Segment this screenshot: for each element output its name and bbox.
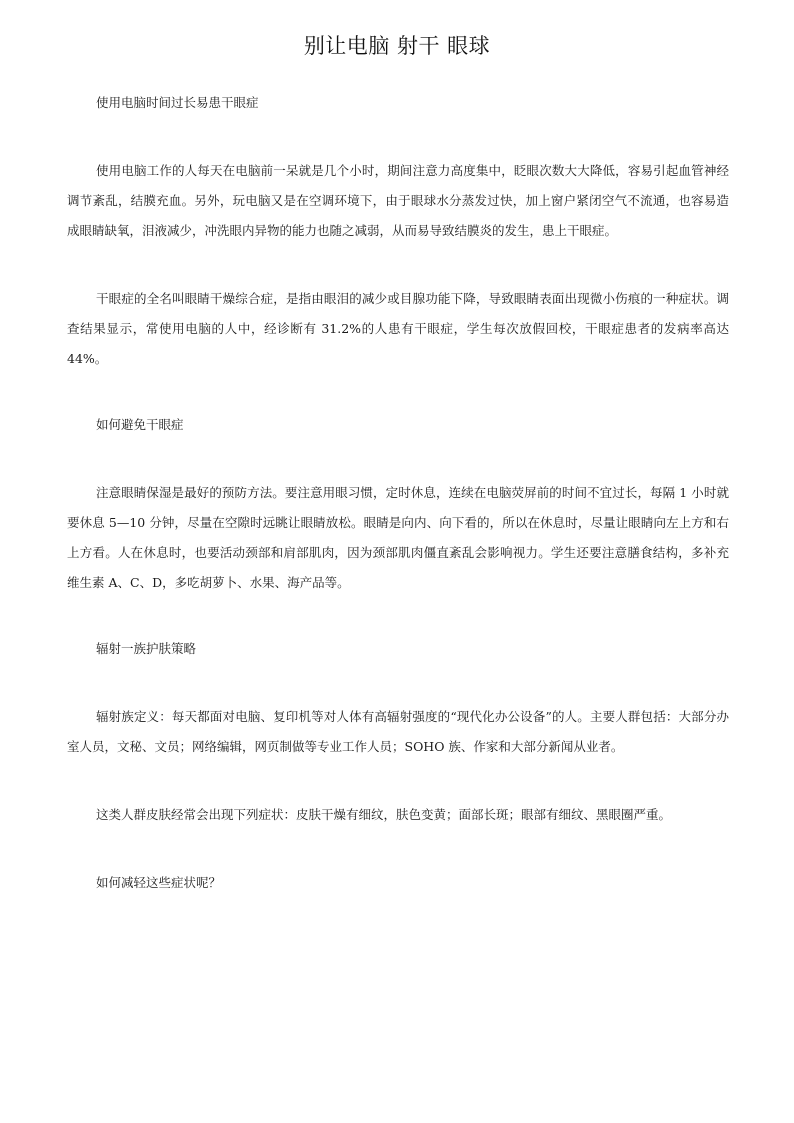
spacer (67, 440, 729, 478)
section-heading: 如何减轻这些症状呢？ (96, 875, 222, 890)
document-title: 别让电脑 射干 眼球 (303, 34, 491, 58)
body-paragraph: 使用电脑工作的人每天在电脑前一呆就是几个小时，期间注意力高度集中，眨眼次数大大降低，容易引起血管神经调节紊乱，结膜充血。另外，玩电脑又是在空调环境下，由于眼球水分蒸发过快，加上窗户紧闭空气不流通，也容易造成眼睛缺氧，泪液减少，冲洗眼内异物的能力也随之减弱，从而易导致结膜炎的发生，患上干眼症。 (67, 163, 729, 238)
spacer (67, 374, 729, 410)
body-paragraph: 干眼症的全名叫眼睛干燥综合症，是指由眼泪的减少或目腺功能下降，导致眼睛表面出现微小伤痕的一种症状。调查结果显示，常使用电脑的人中，经诊断有 31.2%的人患有干眼症，学生每次放假回校，干眼症患者的发病率高达 44%。 (67, 291, 729, 366)
section-heading: 使用电脑时间过长易患干眼症 (96, 95, 259, 110)
spacer (67, 118, 729, 156)
document-body (67, 88, 729, 898)
spacer (67, 664, 729, 702)
section-heading: 辐射一族护肤策略 (96, 641, 197, 656)
body-paragraph: 注意眼睛保湿是最好的预防方法。要注意用眼习惯，定时休息，连续在电脑荧屏前的时间不宜过长，每隔 1 小时就要休息 5—10 分钟，尽量在空隙时远眺让眼睛放松。眼睛是向内、向下看的，所以在休息时，尽量让眼睛向左上方和右上方看。人在休息时，也要活动颈部和肩部肌肉，因为颈部肌肉僵直紊乱会影响视力。学生还要注意膳食结构，多补充维生素 A、C、D，多吃胡萝卜、水果、海产品等。 (67, 485, 729, 590)
body-paragraph: 这类人群皮肤经常会出现下列症状：皮肤干燥有细纹，肤色变黄；面部长斑；眼部有细纹、黑眼圈严重。 (96, 807, 672, 822)
spacer (67, 762, 729, 800)
spacer (67, 830, 729, 868)
spacer (67, 598, 729, 634)
section-heading: 如何避免干眼症 (96, 417, 184, 432)
spacer (67, 246, 729, 284)
body-paragraph: 辐射族定义：每天都面对电脑、复印机等对人体有高辐射强度的“现代化办公设备”的人。主要人群包括：大部分办室人员，文秘、文员；网络编辑，网页制做等专业工作人员；SOHO 族、作家和大部分新闻从业者。 (67, 709, 729, 754)
